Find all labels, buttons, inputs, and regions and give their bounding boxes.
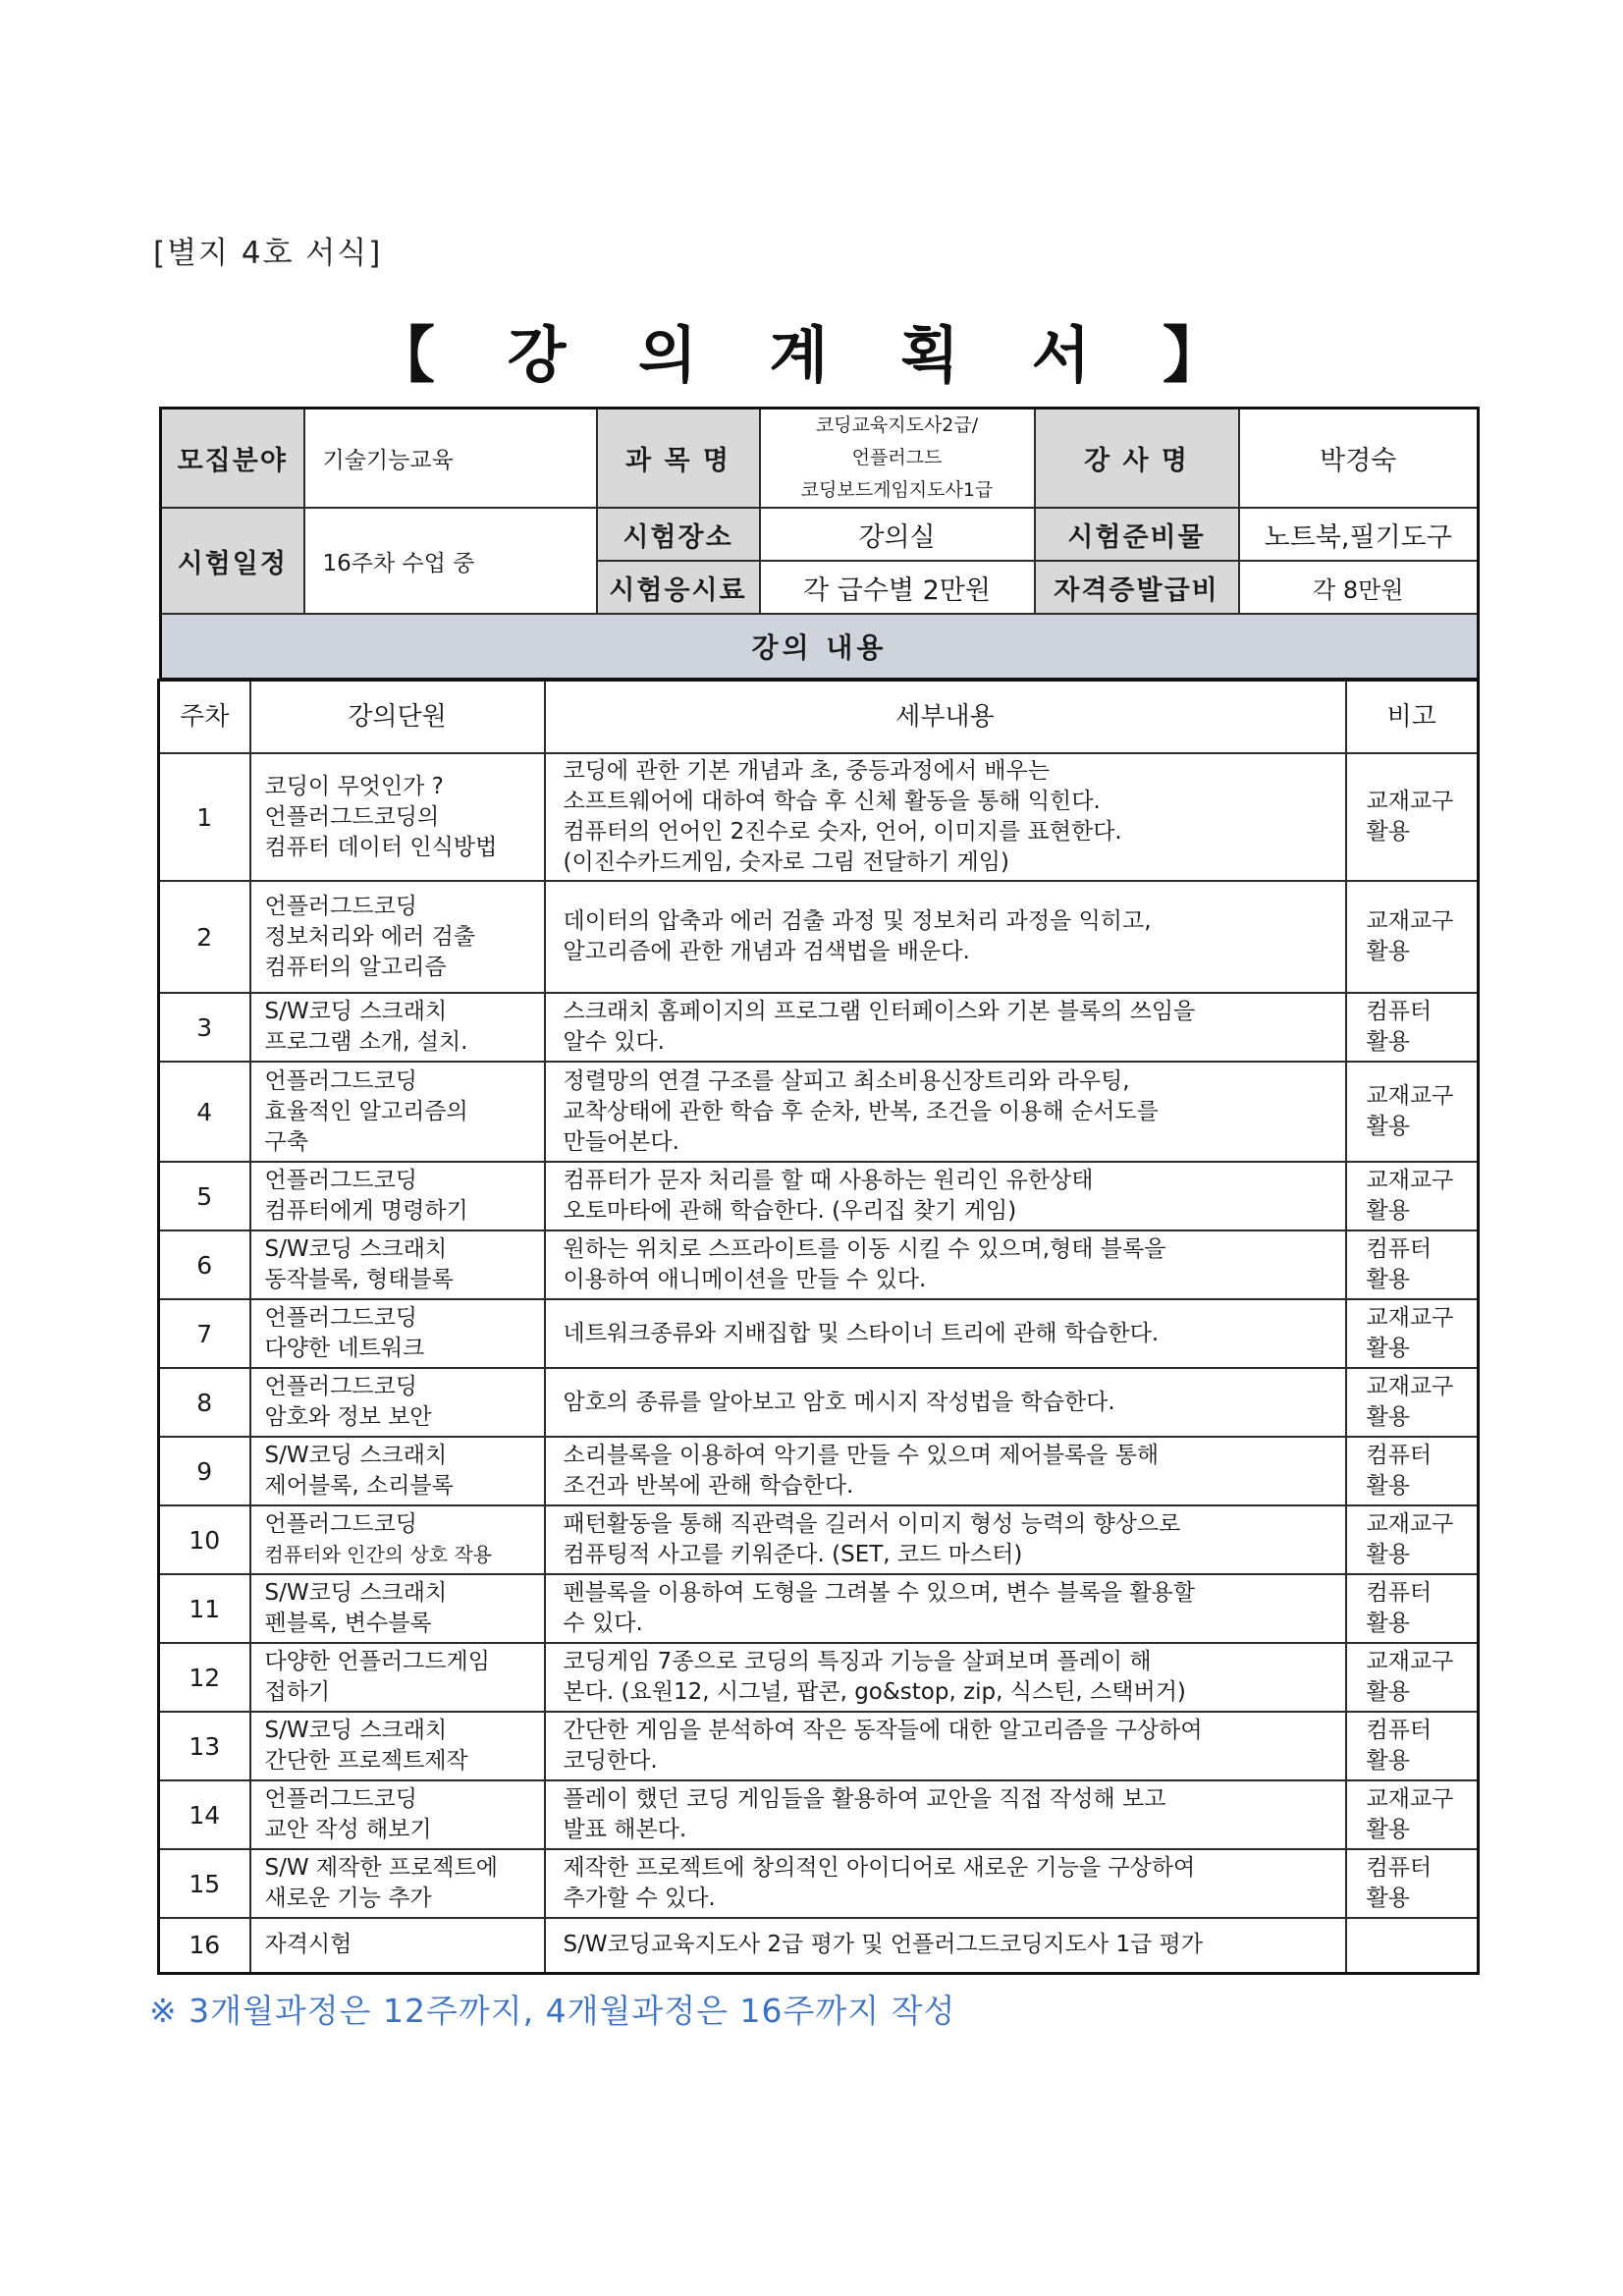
detail-cell: [545, 1505, 1346, 1574]
detail-cell: [545, 881, 1346, 993]
note-line: 활용: [1366, 1748, 1410, 1774]
lecture-table: [157, 679, 1480, 1975]
detail-line: 스크래치 홈페이지의 프로그램 인터페이스와 기본 블록의 쓰임을: [563, 999, 1196, 1024]
unit-line: 간단한 프로젝트제작: [264, 1748, 468, 1774]
note-line: 활용: [1366, 1267, 1410, 1292]
detail-cell: [545, 1849, 1346, 1918]
subject-line: 언플러그드: [851, 447, 943, 468]
note-line: 활용: [1366, 819, 1410, 845]
week-cell: 15: [159, 1849, 250, 1918]
week-cell: 5: [159, 1162, 250, 1230]
exam-prep-label: 시험준비물: [1035, 508, 1239, 561]
header-table: [159, 407, 1480, 681]
detail-line: 원하는 위치로 스프라이트를 이동 시킬 수 있으며,형태 블록을: [563, 1236, 1166, 1262]
week-cell: 4: [159, 1062, 250, 1162]
recruit-field-value: 기술기능교육: [304, 409, 597, 509]
note-cell: [1346, 753, 1479, 881]
unit-line: S/W코딩 스크래치: [264, 999, 448, 1024]
unit-cell: [250, 881, 545, 993]
week-cell: 13: [159, 1712, 250, 1780]
detail-line: 정렬망의 연결 구조를 살피고 최소비용신장트리와 라우팅,: [563, 1067, 1130, 1094]
table-row: [159, 1437, 1479, 1505]
unit-line: 언플러그드코딩: [264, 1511, 418, 1537]
detail-cell: [545, 1918, 1346, 1973]
detail-cell: [545, 1299, 1346, 1368]
note-line: 컴퓨터: [1366, 1855, 1433, 1881]
subject-value: [760, 409, 1035, 509]
unit-cell: [250, 1505, 545, 1574]
table-row: [159, 1643, 1479, 1712]
unit-line: 컴퓨터와 인간의 상호 작용: [264, 1543, 493, 1566]
detail-line: 간단한 게임을 분석하여 작은 동작들에 대한 알고리즘을 구상하여: [563, 1718, 1203, 1743]
note-line: 컴퓨터: [1366, 1443, 1433, 1468]
unit-line: S/W코딩 스크래치: [264, 1580, 448, 1606]
note-line: 활용: [1366, 1679, 1410, 1705]
detail-line: 수 있다.: [563, 1611, 643, 1636]
unit-line: 언플러그드코딩의: [264, 803, 440, 830]
detail-line: 알고리즘에 관한 개념과 검색법을 배운다.: [563, 939, 970, 964]
unit-line: 언플러그드코딩: [264, 893, 418, 919]
exam-fee-value: 각 급수별 2만원: [760, 561, 1035, 614]
week-cell: 14: [159, 1780, 250, 1849]
detail-line: 발표 해본다.: [563, 1817, 687, 1842]
detail-cell: [545, 1062, 1346, 1162]
detail-line: 오토마타에 관해 학습한다. (우리집 찾기 게임): [563, 1198, 1017, 1224]
note-cell: [1346, 1368, 1479, 1437]
table-row: [159, 993, 1479, 1062]
note-cell: [1346, 1918, 1479, 1973]
detail-cell: [545, 1643, 1346, 1712]
detail-cell: [545, 1162, 1346, 1230]
unit-line: 프로그램 소개, 설치.: [264, 1029, 468, 1055]
detail-line: 본다. (요원12, 시그널, 팝콘, go&stop, zip, 식스틴, 스택버거): [563, 1679, 1186, 1705]
unit-line: 동작블록, 형태블록: [264, 1267, 454, 1292]
detail-line: 펜블록을 이용하여 도형을 그려볼 수 있으며, 변수 블록을 활용할: [563, 1580, 1195, 1606]
detail-line: 만들어본다.: [563, 1128, 679, 1155]
unit-cell: [250, 1849, 545, 1918]
table-row: [159, 1299, 1479, 1368]
note-line: 교재교구: [1366, 1374, 1454, 1399]
unit-cell: [250, 1162, 545, 1230]
footnote: ※ 3개월과정은 12주까지, 4개월과정은 16주까지 작성: [149, 1992, 956, 2030]
note-line: 컴퓨터: [1366, 1580, 1433, 1606]
detail-cell: [545, 1712, 1346, 1780]
detail-cell: [545, 1230, 1346, 1299]
form-number: [별지 4호 서식]: [153, 236, 383, 271]
table-row: [159, 881, 1479, 993]
detail-line: 코딩에 관한 기본 개념과 초, 중등과정에서 배우는: [563, 758, 1051, 784]
detail-line: 소프트웨어에 대하여 학습 후 신체 활동을 통해 익힌다.: [563, 789, 1101, 814]
unit-cell: [250, 1437, 545, 1505]
note-line: 교재교구: [1366, 1649, 1454, 1674]
note-cell: [1346, 1299, 1479, 1368]
document-title: 【 강 의 계 획 서 】: [374, 319, 1249, 391]
note-line: 교재교구: [1366, 789, 1454, 814]
detail-line: 플레이 했던 코딩 게임들을 활용하여 교안을 직접 작성해 보고: [563, 1786, 1166, 1812]
note-line: 컴퓨터: [1366, 1236, 1433, 1262]
note-cell: [1346, 1162, 1479, 1230]
exam-prep-value: 노트북,필기도구: [1239, 508, 1479, 561]
note-line: 활용: [1366, 1404, 1410, 1430]
table-row: [159, 753, 1479, 881]
exam-place-label: 시험장소: [597, 508, 760, 561]
unit-line: 언플러그드코딩: [264, 1305, 418, 1331]
table-row: [159, 1368, 1479, 1437]
unit-cell: [250, 1574, 545, 1643]
unit-line: 언플러그드코딩: [264, 1067, 418, 1094]
unit-line: 컴퓨터의 알고리즘: [264, 954, 447, 980]
week-cell: 6: [159, 1230, 250, 1299]
detail-line: (이진수카드게임, 숫자로 그림 전달하기 게임): [563, 849, 1009, 875]
unit-line: 암호와 정보 보안: [264, 1404, 432, 1430]
detail-line: 이용하여 애니메이션을 만들 수 있다.: [563, 1267, 927, 1292]
week-cell: 16: [159, 1918, 250, 1973]
table-row: [159, 1712, 1479, 1780]
detail-line: 컴퓨터의 언어인 2진수로 숫자, 언어, 이미지를 표현한다.: [563, 819, 1122, 845]
table-row: [159, 1918, 1479, 1973]
table-row: [159, 1505, 1479, 1574]
table-row: [159, 1162, 1479, 1230]
week-cell: 12: [159, 1643, 250, 1712]
note-line: 활용: [1366, 1611, 1410, 1636]
subject-line: 코딩교육지도사2급/: [815, 414, 979, 436]
unit-line: 구축: [264, 1128, 308, 1155]
unit-line: 컴퓨터에게 명령하기: [264, 1198, 468, 1224]
column-header-note: 비고: [1346, 681, 1479, 754]
note-cell: [1346, 1505, 1479, 1574]
unit-cell: [250, 1780, 545, 1849]
note-cell: [1346, 1437, 1479, 1505]
week-cell: 7: [159, 1299, 250, 1368]
note-cell: [1346, 1780, 1479, 1849]
detail-cell: [545, 993, 1346, 1062]
instructor-value: 박경숙: [1239, 409, 1479, 509]
detail-cell: [545, 1780, 1346, 1849]
unit-line: 제어블록, 소리블록: [264, 1473, 454, 1499]
note-line: 활용: [1366, 1198, 1410, 1224]
instructor-label: 강 사 명: [1035, 409, 1239, 509]
unit-line: S/W코딩 스크래치: [264, 1236, 448, 1262]
exam-date-value: 16주차 수업 중: [304, 508, 597, 614]
detail-line: 추가할 수 있다.: [563, 1886, 716, 1911]
column-header-detail: 세부내용: [545, 681, 1346, 754]
exam-date-label: 시험일정: [161, 508, 304, 614]
detail-line: 암호의 종류를 알아보고 암호 메시지 작성법을 학습한다.: [563, 1389, 1115, 1415]
unit-line: 펜블록, 변수블록: [264, 1611, 432, 1636]
note-line: 활용: [1366, 1336, 1410, 1361]
detail-cell: [545, 753, 1346, 881]
unit-line: 정보처리와 에러 검출: [264, 923, 476, 950]
unit-cell: [250, 1230, 545, 1299]
unit-line: 다양한 언플러그드게임: [264, 1649, 490, 1674]
subject-label: 과 목 명: [597, 409, 760, 509]
note-line: 활용: [1366, 1029, 1410, 1055]
note-line: 교재교구: [1366, 908, 1454, 934]
note-line: 교재교구: [1366, 1511, 1454, 1537]
unit-line: 언플러그드코딩: [264, 1786, 418, 1812]
detail-cell: [545, 1368, 1346, 1437]
week-cell: 9: [159, 1437, 250, 1505]
unit-line: 자격시험: [264, 1932, 352, 1958]
table-row: [159, 1574, 1479, 1643]
note-line: 컴퓨터: [1366, 1718, 1433, 1743]
note-line: 활용: [1366, 939, 1410, 964]
note-line: 교재교구: [1366, 1305, 1454, 1331]
note-cell: [1346, 1062, 1479, 1162]
table-row: [159, 1849, 1479, 1918]
unit-line: 새로운 기능 추가: [264, 1886, 432, 1911]
recruit-field-label: 모집분야: [161, 409, 304, 509]
note-line: 교재교구: [1366, 1786, 1454, 1812]
subject-line: 코딩보드게임지도사1급: [800, 479, 994, 501]
detail-line: 컴퓨팅적 사고를 키워준다. (SET, 코드 마스터): [563, 1542, 1023, 1567]
week-cell: 11: [159, 1574, 250, 1643]
table-row: [159, 1780, 1479, 1849]
column-header-unit: 강의단원: [250, 681, 545, 754]
detail-line: 컴퓨터가 문자 처리를 할 때 사용하는 원리인 유한상태: [563, 1168, 1094, 1193]
unit-line: 교안 작성 해보기: [264, 1817, 432, 1842]
week-cell: 2: [159, 881, 250, 993]
unit-line: 효율적인 알고리즘의: [264, 1098, 468, 1124]
detail-line: 조건과 반복에 관해 학습한다.: [563, 1473, 854, 1499]
unit-cell: [250, 1062, 545, 1162]
detail-line: 데이터의 압축과 에러 검출 과정 및 정보처리 과정을 익히고,: [563, 908, 1152, 934]
column-header-week: 주차: [159, 681, 250, 754]
unit-line: 컴퓨터 데이터 인식방법: [264, 834, 498, 860]
table-row: [159, 1062, 1479, 1162]
detail-line: 패턴활동을 통해 직관력을 길러서 이미지 형성 능력의 향상으로: [563, 1511, 1181, 1537]
unit-cell: [250, 1299, 545, 1368]
exam-fee-label: 시험응시료: [597, 561, 760, 614]
detail-line: 알수 있다.: [563, 1029, 665, 1055]
unit-cell: [250, 1643, 545, 1712]
note-cell: [1346, 1230, 1479, 1299]
note-cell: [1346, 1643, 1479, 1712]
week-cell: 8: [159, 1368, 250, 1437]
note-cell: [1346, 993, 1479, 1062]
unit-cell: [250, 1712, 545, 1780]
unit-cell: [250, 1918, 545, 1973]
unit-cell: [250, 1368, 545, 1437]
unit-line: 언플러그드코딩: [264, 1374, 418, 1399]
note-line: 활용: [1366, 1114, 1410, 1139]
week-cell: 3: [159, 993, 250, 1062]
detail-cell: [545, 1574, 1346, 1643]
section-title: 강의 내용: [161, 614, 1479, 680]
note-line: 활용: [1366, 1473, 1410, 1499]
note-line: 교재교구: [1366, 1168, 1454, 1193]
detail-line: 교착상태에 관한 학습 후 순차, 반복, 조건을 이용해 순서도를: [563, 1098, 1159, 1124]
unit-line: S/W 제작한 프로젝트에: [264, 1855, 498, 1881]
week-cell: 1: [159, 753, 250, 881]
detail-line: 제작한 프로젝트에 창의적인 아이디어로 새로운 기능을 구상하여: [563, 1855, 1196, 1881]
detail-cell: [545, 1437, 1346, 1505]
note-line: 활용: [1366, 1542, 1410, 1567]
detail-line: 코딩한다.: [563, 1748, 658, 1774]
unit-line: 접하기: [264, 1679, 331, 1705]
table-row: [159, 1230, 1479, 1299]
detail-line: 코딩게임 7종으로 코딩의 특징과 기능을 살펴보며 플레이 해: [563, 1649, 1152, 1674]
note-cell: [1346, 1712, 1479, 1780]
detail-line: 소리블록을 이용하여 악기를 만들 수 있으며 제어블록을 통해: [563, 1443, 1160, 1468]
lecture-rows: [159, 753, 1479, 1973]
cert-fee-label: 자격증발급비: [1035, 561, 1239, 614]
cert-fee-value: 각 8만원: [1239, 561, 1479, 614]
note-line: 교재교구: [1366, 1083, 1454, 1109]
detail-line: 네트워크종류와 지배집합 및 스타이너 트리에 관해 학습한다.: [563, 1320, 1160, 1346]
unit-line: S/W코딩 스크래치: [264, 1443, 448, 1468]
unit-line: 다양한 네트워크: [264, 1336, 425, 1361]
unit-cell: [250, 993, 545, 1062]
note-line: 활용: [1366, 1886, 1410, 1911]
week-cell: 10: [159, 1505, 250, 1574]
unit-cell: [250, 753, 545, 881]
unit-line: 코딩이 무엇인가 ?: [264, 773, 444, 799]
exam-place-value: 강의실: [760, 508, 1035, 561]
note-cell: [1346, 1574, 1479, 1643]
note-cell: [1346, 1849, 1479, 1918]
unit-line: 언플러그드코딩: [264, 1168, 418, 1193]
note-line: 활용: [1366, 1817, 1410, 1842]
note-line: 컴퓨터: [1366, 999, 1433, 1024]
unit-line: S/W코딩 스크래치: [264, 1718, 448, 1743]
note-cell: [1346, 881, 1479, 993]
detail-line: S/W코딩교육지도사 2급 평가 및 언플러그드코딩지도사 1급 평가: [563, 1932, 1203, 1958]
